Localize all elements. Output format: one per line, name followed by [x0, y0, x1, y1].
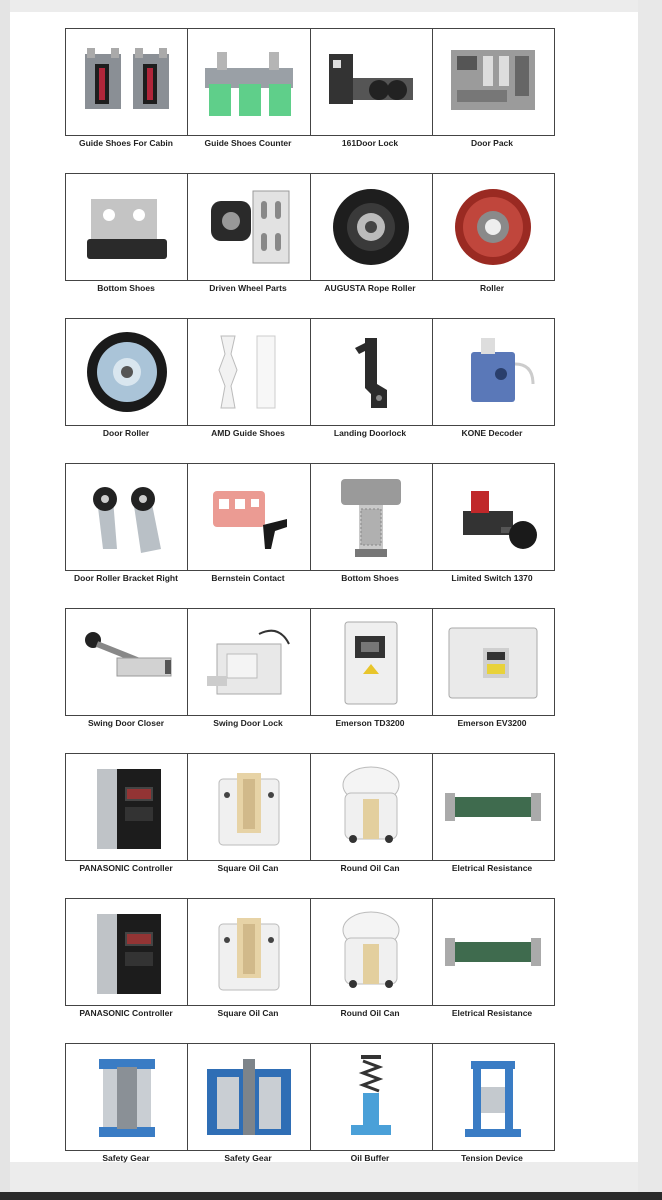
product-image-cell[interactable] — [432, 899, 554, 1005]
product-image-cell[interactable] — [66, 174, 187, 280]
roller-icon — [443, 179, 543, 275]
product-label: Limited Switch 1370 — [451, 573, 533, 583]
product-label: AMD Guide Shoes — [211, 428, 285, 438]
product-image-cell[interactable] — [187, 319, 309, 425]
product-image-cell[interactable] — [310, 464, 432, 570]
product-image-cell[interactable] — [310, 899, 432, 1005]
kone-decoder-icon — [443, 324, 543, 420]
product-image-cell[interactable] — [187, 29, 309, 135]
product-label: PANASONIC Controller — [79, 1008, 173, 1018]
bottom-bar — [0, 1192, 662, 1200]
controller-icon — [77, 904, 177, 1000]
bottom-shoes-vertical-icon — [321, 469, 421, 565]
tension-device-icon — [443, 1049, 543, 1145]
product-image-cell[interactable] — [187, 899, 309, 1005]
product-label: Door Pack — [470, 138, 514, 148]
scrollbar-track[interactable] — [638, 0, 662, 1200]
product-label: Swing Door Lock — [213, 718, 283, 728]
product-label: Guide Shoes Counter — [204, 138, 292, 148]
product-label-row — [65, 718, 553, 728]
controller-icon — [77, 759, 177, 855]
product-image-cell[interactable] — [432, 609, 554, 715]
product-label: Round Oil Can — [340, 863, 400, 873]
product-row — [65, 463, 555, 571]
product-image-cell[interactable] — [187, 464, 309, 570]
safety-gear-icon — [77, 1049, 177, 1145]
product-image-cell[interactable] — [310, 609, 432, 715]
product-label: Bottom Shoes — [97, 283, 155, 293]
product-label: KONE Decoder — [461, 428, 523, 438]
product-image-cell[interactable] — [66, 899, 187, 1005]
product-image-cell[interactable] — [432, 1044, 554, 1150]
emerson-td3200-icon — [321, 614, 421, 710]
product-label: Round Oil Can — [340, 1008, 400, 1018]
door-lock-icon — [321, 34, 421, 130]
product-image-cell[interactable] — [310, 319, 432, 425]
product-label-row — [65, 1153, 553, 1163]
roller-bracket-icon — [77, 469, 177, 565]
bottom-shoes-icon — [77, 179, 177, 275]
product-label: Roller — [479, 283, 505, 293]
landing-doorlock-icon — [321, 324, 421, 420]
square-oil-can-icon — [199, 759, 299, 855]
round-oil-can-icon — [321, 904, 421, 1000]
driven-wheel-icon — [199, 179, 299, 275]
product-label-row — [65, 138, 553, 148]
product-label: Door Roller — [102, 428, 150, 438]
product-image-cell[interactable] — [432, 174, 554, 280]
product-image-cell[interactable] — [187, 609, 309, 715]
square-oil-can-icon — [199, 904, 299, 1000]
product-label: Bernstein Contact — [211, 573, 285, 583]
door-roller-icon — [77, 324, 177, 420]
product-row — [65, 898, 555, 1006]
product-label-row — [65, 428, 553, 438]
round-oil-can-icon — [321, 759, 421, 855]
resistor-icon — [443, 904, 543, 1000]
product-row — [65, 318, 555, 426]
product-image-cell[interactable] — [432, 29, 554, 135]
amd-guide-shoes-icon — [199, 324, 299, 420]
product-image-cell[interactable] — [66, 464, 187, 570]
product-label: Emerson TD3200 — [335, 718, 405, 728]
left-margin — [0, 0, 10, 1200]
rope-roller-icon — [321, 179, 421, 275]
product-label: Eletrical Resistance — [451, 863, 533, 873]
product-row — [65, 1043, 555, 1151]
product-row — [65, 173, 555, 281]
product-image-cell[interactable] — [187, 754, 309, 860]
product-image-cell[interactable] — [66, 1044, 187, 1150]
product-label: Door Roller Bracket Right — [74, 573, 178, 583]
product-image-cell[interactable] — [66, 609, 187, 715]
product-image-cell[interactable] — [187, 1044, 309, 1150]
resistor-icon — [443, 759, 543, 855]
oil-buffer-icon — [321, 1049, 421, 1145]
safety-gear-wide-icon — [199, 1049, 299, 1145]
product-row — [65, 28, 555, 136]
product-image-cell[interactable] — [310, 29, 432, 135]
product-label: PANASONIC Controller — [79, 863, 173, 873]
product-label: Safety Gear — [224, 1153, 272, 1163]
guide-shoes-counter-icon — [199, 34, 299, 130]
product-label: Swing Door Closer — [87, 718, 165, 728]
product-image-cell[interactable] — [66, 319, 187, 425]
product-label: Square Oil Can — [217, 1008, 279, 1018]
product-image-cell[interactable] — [310, 754, 432, 860]
product-label: Landing Doorlock — [333, 428, 407, 438]
product-label: Square Oil Can — [217, 863, 279, 873]
product-label: Oil Buffer — [350, 1153, 390, 1163]
swing-door-lock-icon — [199, 614, 299, 710]
product-label: Eletrical Resistance — [451, 1008, 533, 1018]
product-label: Emerson EV3200 — [457, 718, 527, 728]
limit-switch-icon — [443, 469, 543, 565]
emerson-ev3200-icon — [443, 614, 543, 710]
product-row — [65, 608, 555, 716]
product-label: 161Door Lock — [341, 138, 399, 148]
door-pack-icon — [443, 34, 543, 130]
product-label-row — [65, 863, 553, 873]
product-image-cell[interactable] — [432, 319, 554, 425]
product-image-cell[interactable] — [310, 1044, 432, 1150]
product-image-cell[interactable] — [432, 464, 554, 570]
product-label-row — [65, 283, 553, 293]
product-label: Guide Shoes For Cabin — [79, 138, 173, 148]
product-label: Bottom Shoes — [341, 573, 399, 583]
product-label: Driven Wheel Parts — [209, 283, 287, 293]
product-image-cell[interactable] — [310, 174, 432, 280]
product-image-cell[interactable] — [432, 754, 554, 860]
product-label: Tension Device — [461, 1153, 523, 1163]
product-label-row — [65, 573, 553, 583]
product-row — [65, 753, 555, 861]
product-label-row — [65, 1008, 553, 1018]
door-closer-icon — [77, 614, 177, 710]
guide-shoes-cabin-icon — [77, 34, 177, 130]
product-label: AUGUSTA Rope Roller — [324, 283, 416, 293]
product-label: Safety Gear — [102, 1153, 150, 1163]
product-image-cell[interactable] — [66, 754, 187, 860]
product-image-cell[interactable] — [187, 174, 309, 280]
bernstein-contact-icon — [199, 469, 299, 565]
product-image-cell[interactable] — [66, 29, 187, 135]
